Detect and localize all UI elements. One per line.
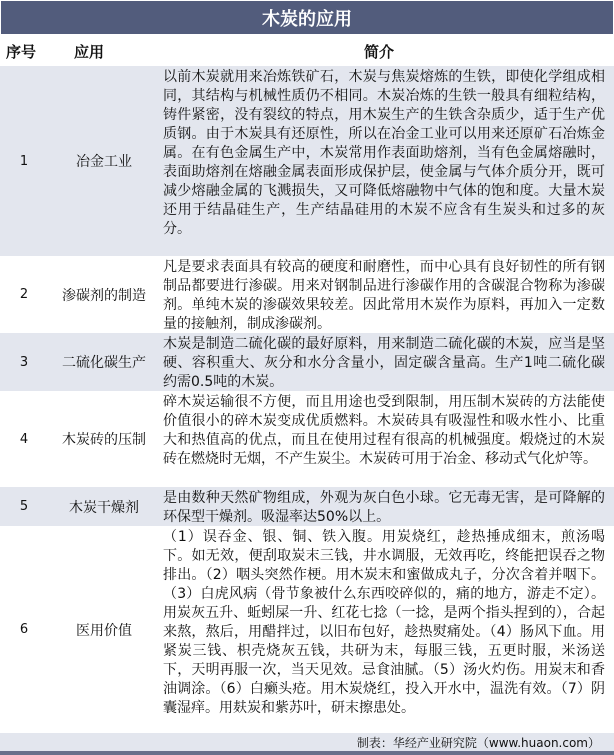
row-description: 木炭是制造二硫化碳的最好原料，用来制造二硫化碳的木炭，应当是坚硬、容积重大、灰分和水分含量小，固定碳含量高。生产1吨二硫化碳约需0.5吨的木炭。: [163, 336, 605, 390]
row-number: 4: [19, 431, 29, 447]
row-application: 医用价值: [76, 622, 132, 639]
row-description: 以前木炭就用来冶炼铁矿石，木炭与焦炭熔炼的生铁，即使化学组成相同，其结构与机械性质仍不相同。木炭冶炼的生铁一般具有细粒结构，铸件紧密，没有裂纹的特点，用木炭生产的生铁含杂质少，适于生产优质钢。由于木炭具有还原性，所以在冶金工业可以用来还原矿石冶炼金属。在有色金属生产中，木炭常用作表面助熔剂，当有色金属熔融时，表面助熔剂在熔融金属表面形成保护层，使金属与气体介质分开，既可减少熔融金属的飞溅损失，又可降低熔融物中气体的饱和度。大量木炭还用于结晶硅生产，生产结晶硅用的木炭不应含有生炭头和过多的灰分。: [163, 69, 605, 237]
table-title: 木炭的应用: [1, 1, 613, 34]
row-number: 2: [19, 287, 29, 302]
table-row: [0, 256, 614, 333]
table-body: [0, 66, 614, 733]
row-application: 木炭砖的压制: [62, 432, 146, 448]
row-number: 1: [19, 153, 29, 169]
table-header: [0, 34, 614, 66]
source-footer: [0, 733, 614, 751]
table-row: [0, 487, 614, 526]
row-description: 是由数种天然矿物组成，外观为灰白色小球。它无毒无害，是可降解的环保型干燥剂。吸湿率达50%以上。: [163, 490, 605, 525]
row-number: 3: [19, 354, 29, 370]
row-number: 5: [19, 499, 29, 514]
row-description: 碎木炭运输很不方便，而且用途也受到限制，用压制木炭砖的方法能使价值很小的碎木炭变成优质燃料。木炭砖具有吸湿性和吸水性小、比重大和热值高的优点，而且在使用过程有很高的机械强度。煅烧过的木炭砖在燃烧时无烟，不产生炭尘。木炭砖可用于冶金、移动式气化炉等。: [163, 394, 605, 467]
row-number: 6: [19, 622, 29, 637]
table-row: [0, 391, 614, 487]
row-description: 凡是要求表面具有较高的硬度和耐磨性，而中心具有良好韧性的所有钢制品都要进行渗碳。用来对钢制品进行渗碳作用的含碳混合物称为渗碳剂。单纯木炭的渗碳效果较差。因此常用木炭作为原料，再加入一定数量的接触剂，制成渗碳剂。: [163, 259, 605, 332]
row-application: 渗碳剂的制造: [62, 287, 146, 304]
header-no: 序号: [6, 43, 37, 61]
table-row: [0, 66, 614, 256]
row-application: 木炭干燥剂: [69, 499, 139, 516]
row-application: 二硫化碳生产: [62, 355, 146, 371]
bottom-bar: [0, 751, 614, 755]
table-row: [0, 333, 614, 391]
row-application: 冶金工业: [76, 154, 132, 170]
row-description: （1）误吞金、银、铜、铁入腹。用炭烧红，趁热捶成细末，煎汤喝下。如无效，便刮取炭末三钱，井水调服，无效再吃，终能把误吞之物排出。（2）咽头突然作梗。用木炭末和蜜做成丸子，分次含着并咽下。（3）白虎风病（骨节象被什么东西咬碎似的，痛的地方，游走不定）。用炭灰五升、蚯蚓屎一升、红花七捻（一捻，是两个指头捏到的），合起来熬，熬后，用醋拌过，以旧布包好，趁热熨痛处。（4）肠风下血。用紧炭三钱、枳壳烧灰五钱，共研为末，每服三钱，五更时服，米汤送下，天明再服一次，当天见效。忌食油腻。（5）汤火灼伤。用炭末和香油调涂。（6）白癞头疮。用木炭烧红，投入开水中，温洗有效。（7）阴囊湿痒。用麸炭和紫苏叶，研末擦患处。: [163, 529, 605, 716]
table-row: [0, 526, 614, 733]
source-note: 制表：华经产业研究院（www.huaon.com）: [356, 736, 600, 750]
header-description: 简介: [364, 43, 395, 61]
header-application: 应用: [74, 43, 105, 61]
